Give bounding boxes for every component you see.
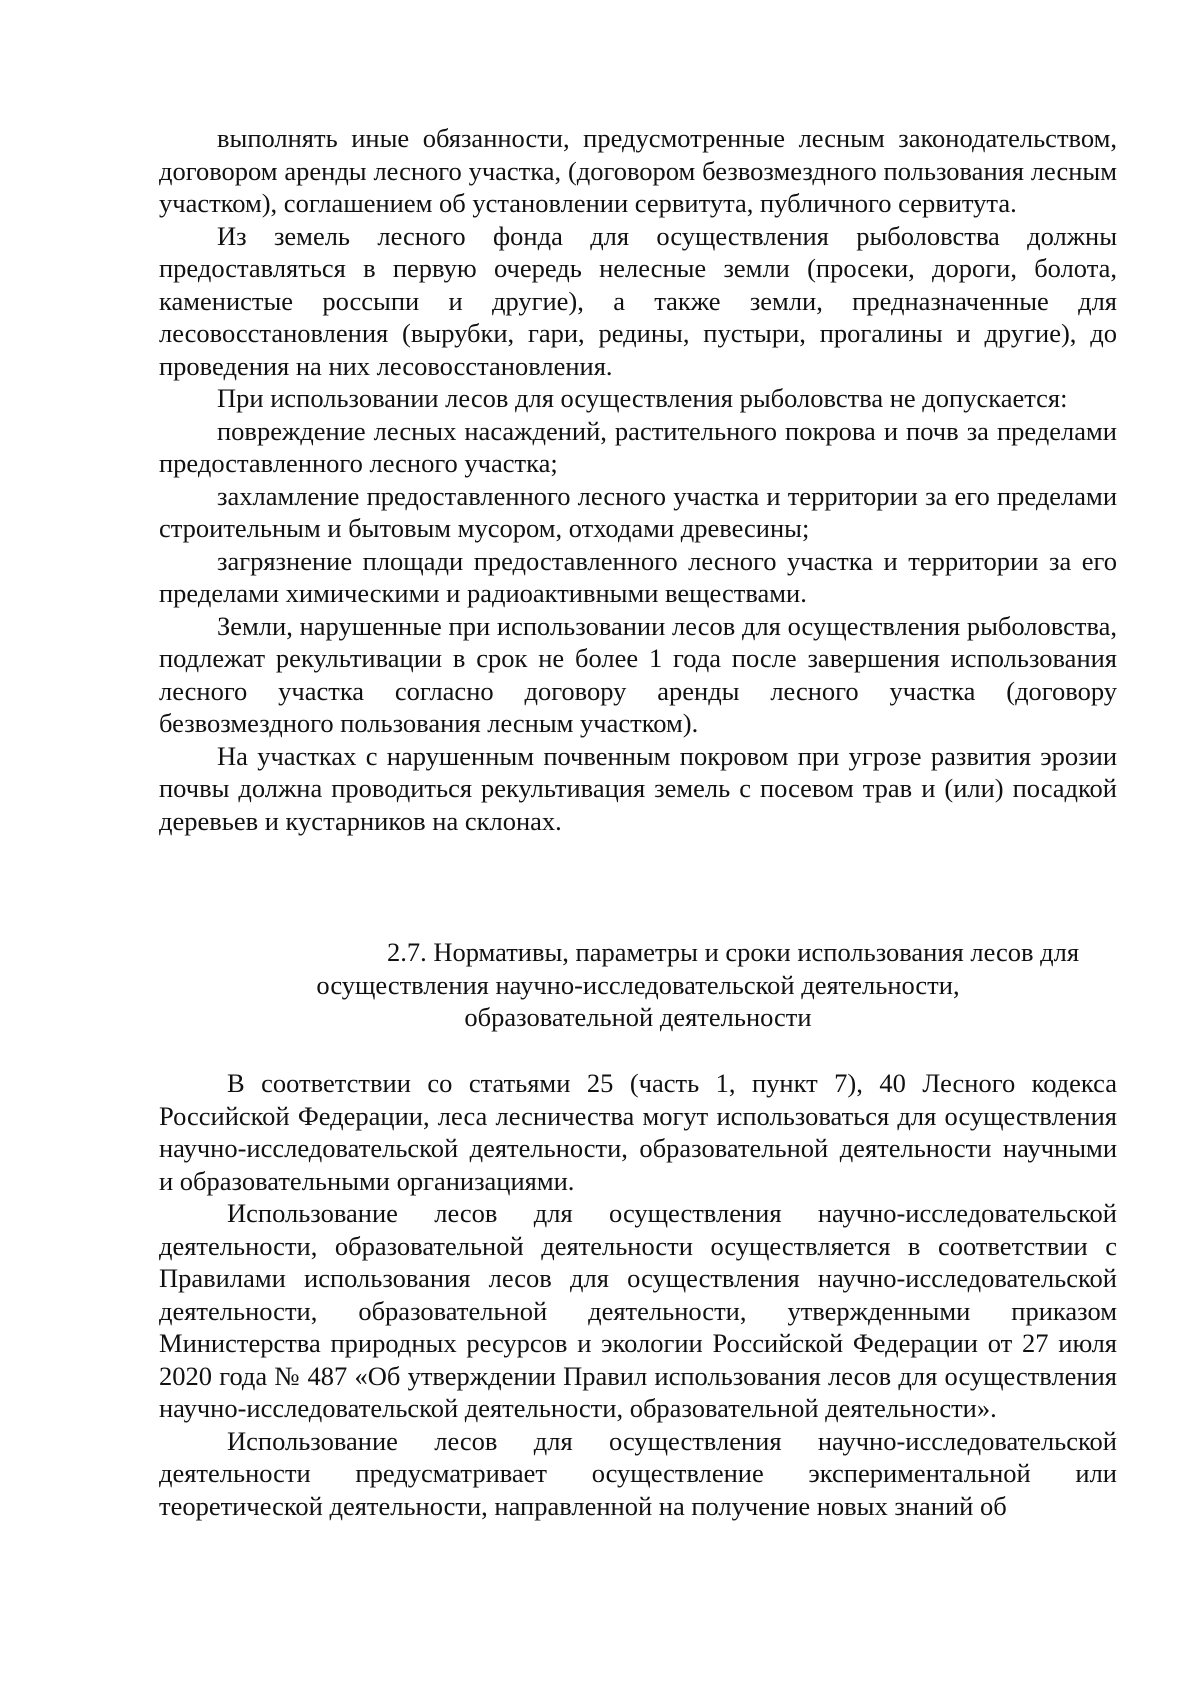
paragraph-not-allowed: При использовании лесов для осуществления рыболовства не допускается: [217, 383, 1068, 413]
section-heading-line-2: осуществления научно-исследовательской деятельности, [316, 969, 960, 1000]
section-heading [159, 936, 1117, 1034]
paragraph-erosion: На участках с нарушенным почвенным покровом при угрозе развития эрозии почвы должна проводиться рекультивация земель с посевом трав и (или) посадкой деревьев и кустарников на склонах. [159, 740, 1117, 836]
section-heading-line-3: образовательной деятельности [464, 1002, 812, 1032]
paragraph-damage: повреждение лесных насаждений, растительного покрова и почв за пределами предоставленного лесного участка; [159, 415, 1117, 478]
paragraph-pollution: загрязнение площади предоставленного лесного участка и территории за его пределами химическими и радиоактивными веществами. [159, 545, 1117, 608]
paragraph-research-use: Использование лесов для осуществления научно-исследовательской деятельности предусматривает осуществление экспериментальной или теоретической деятельности, направленной на получение новых знаний об [159, 1425, 1117, 1521]
paragraph-legal-basis: В соответствии со статьями 25 (часть 1, пункт 7), 40 Лесного кодекса Российской Федерации, леса лесничества могут использоваться для осуществления научно-исследовательской деятельности, образовательной деятельности научными и образовательными организациями. [159, 1068, 1117, 1196]
paragraph-land-allocation: Из земель лесного фонда для осуществления рыболовства должны предоставляться в первую очередь нелесные земли (просеки, дороги, болота, каменистые россыпи и другие), а также земли, предназначенные для лесовосстановления (вырубки, гари, редины, пустыри, прогалины и другие), до проведения на них лесовосстановления. [159, 220, 1117, 381]
body-text-section-1 [159, 122, 1117, 837]
paragraph-littering: захламление предоставленного лесного участка и территории за его пределами строительным и бытовым мусором, отходами древесины; [159, 480, 1117, 543]
paragraph-recultivation: Земли, нарушенные при использовании лесов для осуществления рыболовства, подлежат рекультивации в срок не более 1 года после завершения использования лесного участка согласно договору аренды лесного участка (договору безвозмездного пользования лесным участком). [159, 610, 1117, 738]
paragraph-obligations: выполнять иные обязанности, предусмотренные лесным законодательством, договором аренды лесного участка, (договором безвозмездного пользования лесным участком), соглашением об установлении сервитута, публичного сервитута. [159, 123, 1117, 218]
paragraph-rules: Использование лесов для осуществления научно-исследовательской деятельности, образовательной деятельности осуществляется в соответствии с Правилами использования лесов для осуществления научно-исследовательской деятельности, образовательной деятельности, утвержденными приказом Министерства природных ресурсов и экологии Российской Федерации от 27 июля 2020 года № 487 «Об утверждении Правил использования лесов для осуществления научно-исследовательской деятельности, образовательной деятельности». [159, 1198, 1117, 1423]
body-text-section-2 [159, 1067, 1117, 1522]
section-heading-line-1: 2.7. Нормативы, параметры и сроки использования лесов для [386, 937, 1080, 967]
